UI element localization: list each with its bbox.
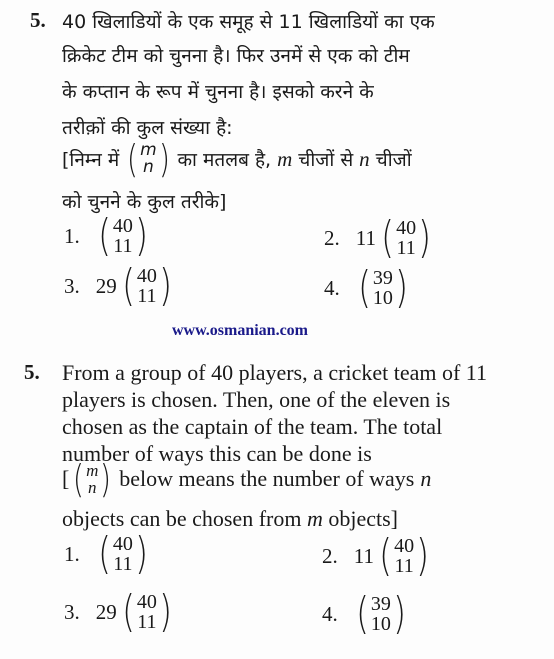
english-line-6-post: objects]: [328, 506, 399, 531]
english-line-5-pre: [: [62, 466, 70, 491]
option-number: 4.: [322, 601, 338, 626]
option-binom: ( 40 11 ): [381, 212, 432, 263]
binom-bottom: n: [142, 157, 154, 177]
option-number: 4.: [324, 275, 340, 300]
hindi-option-1[interactable]: [64, 210, 150, 261]
binom-bottom: 10: [370, 613, 391, 635]
option-binom: ( 40 11 ): [379, 530, 430, 581]
left-paren: (: [73, 457, 85, 501]
hindi-line-4: तरीक़ों की कुल संख्या है:: [62, 117, 233, 139]
hindi-line-2: क्रिकेट टीम को चुनना है। फिर उनमें से एक को टीम: [62, 45, 410, 67]
binom-top: m: [140, 140, 157, 160]
binom-bottom: 11: [396, 237, 416, 259]
binom-bottom: 11: [137, 611, 157, 633]
option-number: 2.: [322, 543, 338, 568]
watermark-url: www.osmanian.com: [172, 322, 309, 339]
binom-bottom: 11: [113, 553, 133, 575]
option-number: 2.: [324, 225, 340, 250]
english-line-3: chosen as the captain of the team. The total: [62, 414, 443, 439]
option-binom: ( 40 11 ): [121, 260, 172, 311]
english-line-5-post: below means the number of ways: [119, 466, 415, 491]
hindi-line-5-post-c: चीजों: [375, 149, 412, 171]
option-coefficient: 29: [95, 273, 117, 298]
option-coefficient: 11: [353, 543, 374, 568]
hindi-option-4[interactable]: [324, 262, 410, 313]
hindi-line-5-m: m: [277, 146, 293, 171]
english-question-number: 5.: [24, 360, 40, 384]
binom-top: 39: [372, 267, 393, 289]
binom-top: 40: [112, 215, 133, 237]
binom-top: m: [86, 461, 99, 480]
option-coefficient: 11: [355, 225, 376, 250]
hindi-option-2[interactable]: [324, 212, 433, 263]
option-number: 1.: [64, 541, 80, 566]
english-option-2[interactable]: [322, 530, 431, 581]
binom-bottom: 11: [394, 555, 414, 577]
hindi-notation-binom: [125, 137, 171, 181]
option-binom: ( 39 10 ): [355, 588, 406, 639]
english-option-4[interactable]: [322, 588, 408, 639]
english-line-5: [62, 457, 432, 501]
left-paren: (: [127, 137, 139, 181]
hindi-option-3[interactable]: [64, 260, 174, 311]
right-paren: ): [158, 137, 170, 181]
binom-bottom: n: [88, 478, 97, 497]
hindi-question-number: 5.: [30, 8, 46, 32]
hindi-line-5-post-b: चीजों से: [298, 149, 354, 171]
option-binom: ( 40 11 ): [97, 528, 148, 579]
binom-bottom: 11: [137, 285, 157, 307]
option-coefficient: 29: [95, 599, 117, 624]
hindi-line-1: 40 खिलाडियों के एक समूह से 11 खिलाडियों का एक: [62, 11, 435, 33]
binom-top: 40: [394, 535, 415, 557]
english-line-6-pre: objects can be chosen from: [62, 506, 302, 531]
hindi-line-6: को चुनने के कुल तरीके]: [62, 191, 227, 213]
binom-top: 40: [136, 591, 157, 613]
english-option-3[interactable]: [64, 586, 174, 637]
option-binom: ( 39 10 ): [357, 262, 408, 313]
binom-bottom: 10: [372, 287, 393, 309]
option-number: 3.: [64, 599, 80, 624]
option-binom: ( 40 11 ): [121, 586, 172, 637]
english-option-1[interactable]: [64, 528, 150, 579]
binom-top: 40: [112, 533, 133, 555]
english-line-6-m: m: [306, 506, 323, 531]
hindi-line-3: के कप्तान के रूप में चुनना है। इसको करने के: [62, 81, 374, 103]
hindi-line-5-n: n: [359, 146, 370, 171]
hindi-line-5: [62, 137, 412, 181]
option-number: 3.: [64, 273, 80, 298]
english-line-2: players is chosen. Then, one of the eleven is: [62, 387, 451, 412]
english-line-5-n: n: [420, 466, 432, 491]
english-line-6: [62, 506, 398, 532]
hindi-line-5-post-a: का मतलब है,: [177, 149, 272, 171]
english-line-4: number of ways this can be done is: [62, 441, 372, 466]
binom-top: 40: [136, 265, 157, 287]
binom-top: 40: [396, 217, 417, 239]
option-binom: ( 40 11 ): [97, 210, 148, 261]
right-paren: ): [100, 457, 112, 501]
english-notation-binom: [71, 457, 113, 501]
binom-bottom: 11: [113, 235, 133, 257]
hindi-line-5-pre: [निम्न में: [62, 149, 120, 171]
option-number: 1.: [64, 223, 80, 248]
binom-top: 39: [370, 593, 391, 615]
english-line-1: From a group of 40 players, a cricket team of 11: [62, 360, 487, 385]
